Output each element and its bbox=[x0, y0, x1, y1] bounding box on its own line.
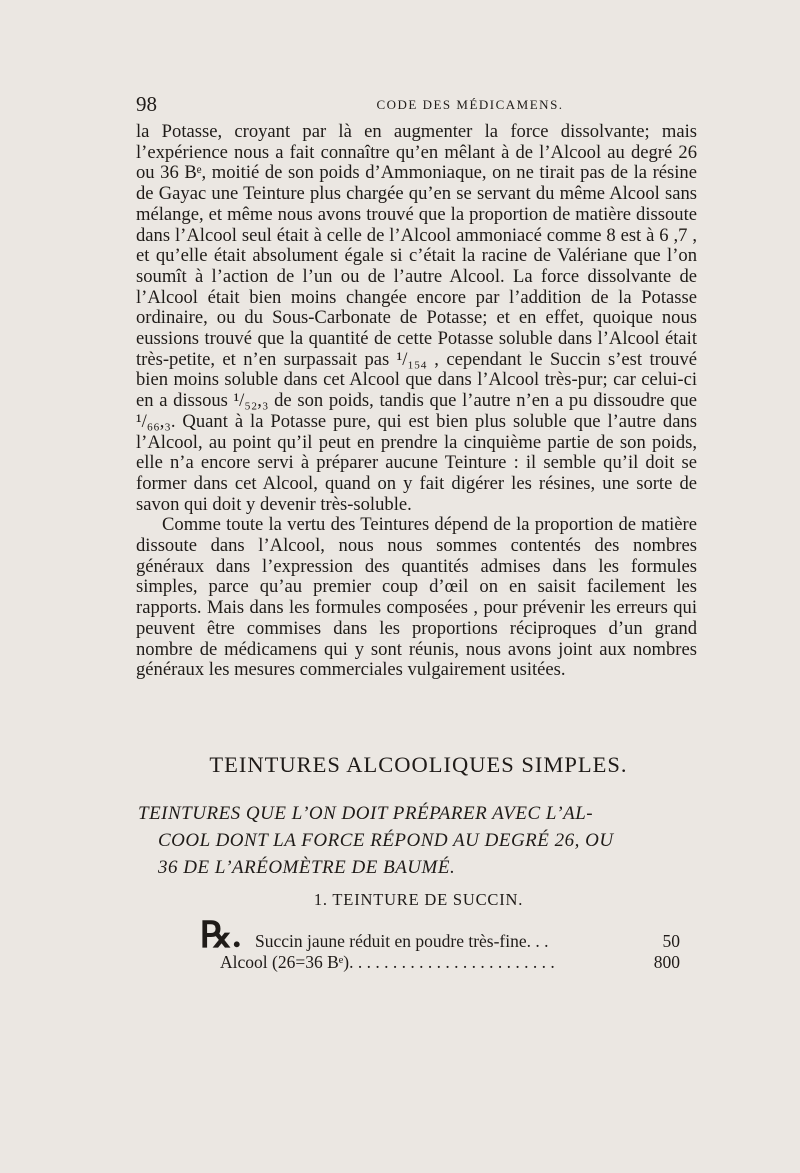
section-subtitle bbox=[136, 800, 701, 881]
section-title: TEINTURES ALCOOLIQUES SIMPLES. bbox=[209, 752, 628, 777]
recipe-title: 1. TEINTURE DE SUCCIN. bbox=[313, 890, 524, 909]
ingredient-quantity: 50 bbox=[662, 931, 680, 951]
page-number: 98 bbox=[136, 92, 157, 116]
body-text bbox=[136, 122, 697, 681]
subtitle-line: COOL DONT LA FORCE RÉPOND AU DEGRÉ 26, OU bbox=[158, 830, 614, 851]
paragraph: la Potasse, croyant par là en augmenter la force dissolvante; mais l’expérience nous a fait connaître qu’en mêlant à de l’Alcool au degré 26 ou 36 Bᵉ, moitié de son poids d’Ammoniaque, on ne tirait pas de la résine de Gayac une Teinture plus chargée qu’en se servant du même Alcool sans mélange, et même nous avons trouvé que la proportion de matière dissoute dans l’Alcool seul était à celle de l’Alcool ammoniacé comme 8 est à 6 ,7 , et qu’elle était absolument égale si c’était la racine de Valériane que l’on soumît à l’action de l’un ou de l’autre Alcool. La force dissolvante de l’Alcool était bien moins changée encore par l’addition de la Potasse ordinaire, ou du Sous-Carbonate de Potasse; et en effet, quoique nous eussions trouvé que la quantité de cette Potasse soluble dans l’Alcool était très-petite, et n’en surpassait pas ¹/₁₅₄ , cependant le Succin s’est trouvé bien moins soluble dans cet Alcool que dans l’Alcool très-pur; car celui-ci en a dissous ¹/₅₂,₃ de son poids, tandis que l’autre n’en a pu dissoudre que ¹/₆₆,₃. Quant à la Potasse pure, qui est bien plus soluble que l’autre dans l’Alcool, au point qu’il peut en prendre la cinquième partie de son poids, elle n’a encore servi à préparer aucune Teinture : il semble qu’il doit se former dans cet Alcool, quand on y fait digérer les résines, une sorte de savon qui doit y devenir très-soluble. bbox=[136, 121, 697, 515]
running-head: CODE DES MÉDICAMENS. bbox=[376, 97, 564, 112]
ingredient-quantity: 800 bbox=[653, 952, 680, 972]
page-header bbox=[136, 92, 696, 120]
paragraph: Comme toute la vertu des Teintures dépend de la proportion de matière dissoute dans l’Alcool, nous nous sommes contentés des nombres généraux dans l’expression des quantités admises dans les formules simples, parce qu’au premier coup d’œil on en saisit facilement les rapports. Mais dans les formules composées , pour prévenir les erreurs qui peuvent être commises dans les proportions réciproques d’un grand nombre de médicamens qui y sont réunis, nous avons joint aux nombres généraux les mesures commerciales vulgairement usitées. bbox=[136, 514, 697, 681]
subtitle-line: 36 DE L’ARÉOMÈTRE DE BAUMÉ. bbox=[158, 857, 456, 878]
recipe-symbol: ℞. bbox=[200, 915, 242, 955]
ingredient-name: Alcool (26=36 Bᵉ). . . . . . . . . . . . . . . . . . . . . . . . bbox=[220, 952, 555, 972]
ingredient-name: Succin jaune réduit en poudre très-fine. . . bbox=[255, 931, 549, 951]
subtitle-line: TEINTURES QUE L’ON DOIT PRÉPARER AVEC L’AL- bbox=[138, 803, 594, 824]
